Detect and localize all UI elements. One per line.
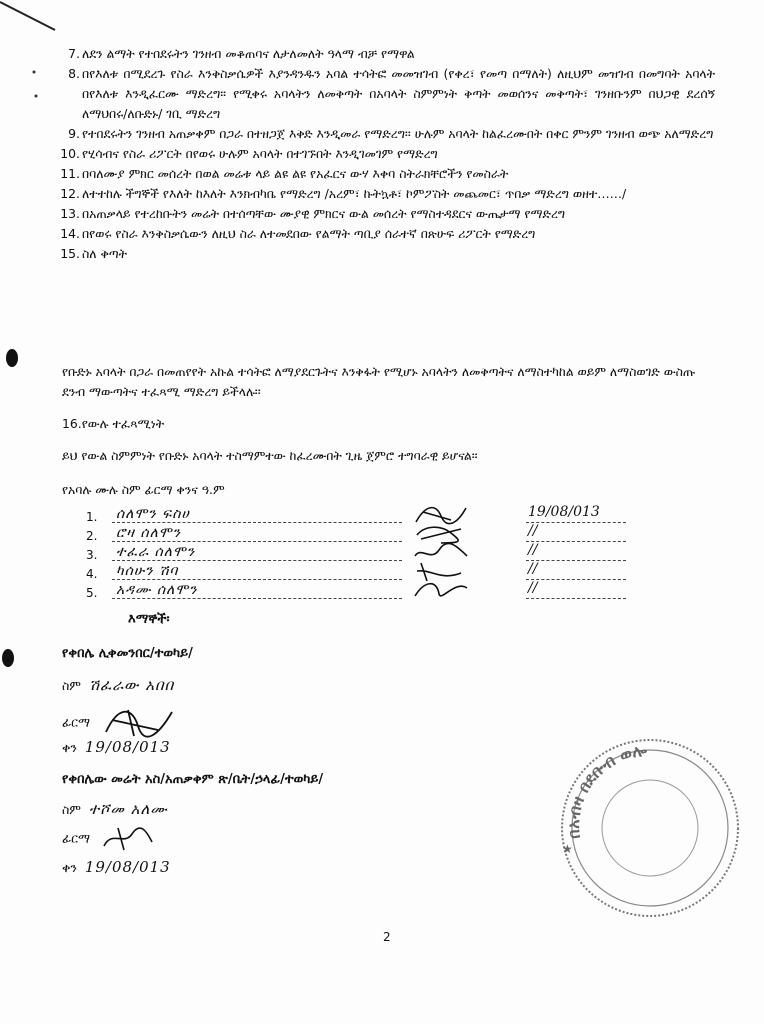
official-stamp-icon (540, 718, 740, 918)
member-date: 19/08/013 (528, 504, 600, 520)
receiver1-name: ሽፈራው አበበ (88, 676, 175, 694)
list-item: 10. የሂሳብና የስራ ሪፖርት በየወሩ ሁሉም አባላት በተገኙበት እንዲገመገም የማድረግ (60, 146, 438, 161)
list-item: 7. ለደን ልማት የተበደሩትን ገንዘብ መቆጠባና ለታለመለት ዓላማ ብቻ የማዋል (68, 46, 415, 61)
witnesses-heading: እማኞች፡ (128, 612, 170, 627)
receiver1-date-field: ቀን 19/08/013 (62, 738, 171, 756)
receiver1-signature-field: ፊርማ (62, 706, 178, 740)
list-item: 15. ስለ ቅጣት (60, 246, 127, 261)
obligations-list (60, 44, 715, 264)
receiver1-date: 19/08/013 (84, 738, 171, 756)
member-row: 4. ካሰሁን ሽባ // (86, 565, 646, 584)
receiver1-name-field: ስም ሽፈራው አበበ (62, 676, 175, 694)
member-date: // (528, 580, 538, 596)
receiver2-date: 19/08/013 (84, 858, 171, 876)
receiver1-title: የቀበሌ ሊቀመንበር/ተወካይ/ (62, 646, 193, 661)
svg-text:በአብዛ በደቡብ ወሎ (564, 741, 649, 840)
section-16-text: ይህ የውል ስምምነት የቡድኑ አባላት ተስማምተው ከፈረሙበት ጊዜ ጀምሮ ተግባራዊ ይሆናል፡፡ (62, 448, 478, 463)
member-name: ሰለሞን ፍስሀ (116, 506, 190, 522)
punch-hole-mark (2, 345, 22, 371)
margin-dots (28, 66, 42, 106)
member-date: // (528, 523, 538, 539)
section-16-heading: 16.የውሉ ተፈጻሚነት (62, 416, 165, 431)
svg-text:★: ★ (562, 842, 573, 856)
punch-hole-mark-2 (0, 645, 20, 671)
member-name: ሮዛ ሰለሞን (116, 525, 181, 541)
list-item: 13. በአጠቃላይ የተረከቡትን መሬት በተሰጣቸው ሙያዊ ምክርና ውል መሰረት የማስተዳደርና ውጤታማ የማድረግ (60, 206, 566, 221)
member-row: 3. ተፈራ ሰለሞን // (86, 546, 646, 565)
list-item: 14. በየወሩ የስራ እንቅስቃሴውን ለዚህ ስራ ለተመደበው የልማት ጣቢያ ሰራተኛ በጽሁፍ ሪፖርት የማድረግ (60, 226, 536, 241)
list-item: 8. በየእለቱ በሚደረጉ የስራ እንቅስቃሴዎች እያንዳንዱን አባል ተሳትፎ መመዝገብ (የቀረ፣ የመጣ በማለት) ለዚህም መዝገብ በመግባት አባላት በየእለቱ እንዲፈርሙ ማድረግ፡፡ የሚቀሩ አባላትን ለመቅጣት በአባላት ስምምነት ቅጣት መወሰንና መቅጣት፣ ገንዘቡንም በህጋዊ ደረሰኝ ለማህበሩ/ለቡድኑ/ ገቢ ማድረግ (68, 66, 715, 121)
member-date: // (528, 561, 538, 577)
receiver2-date-field: ቀን 19/08/013 (62, 858, 171, 876)
list-item: 9. የተበደሩትን ገንዘብ አጠቃቀም በጋራ በተዘጋጀ እቅድ እንዲመራ የማድረግ፡፡ ሁሉም አባላት ከልፈረሙበት በቀር ምንም ገንዘብ ወጭ አለማድረግ (68, 126, 714, 141)
penalty-paragraph: የቡድኑ አባላት በጋራ በመጠየየት አኩል ተሳትፎ ለማያደርጉትና እንቅፋት የሚሆኑ አባላትን ለመቅጣትና ለማስተካከል ወይም ለማስወገድ ውስጡ ደንብ ማውጣትና ተፈጻሚ ማድረግ ይችላሉ፡፡ (62, 364, 696, 399)
member-name: አዳሙ ሰለሞን (116, 582, 198, 598)
member-row: 1. ሰለሞን ፍስሀ 19/08/013 (86, 508, 646, 527)
list-item: 11. በባለሙያ ምክር መሰረት በወል መሬቱ ላይ ልዩ ልዩ የአፈርና ውሃ እቀባ ስትራክቸሮችን የመስራት (60, 166, 509, 181)
member-date: // (528, 542, 538, 558)
receiver2-name-field: ስም ተሾመ አለሙ (62, 800, 168, 818)
receiver2-signature-field: ፊርማ (62, 826, 158, 852)
stamp-text: በአብዛ በደቡብ ወሎ (563, 740, 648, 840)
scan-edge-mark (0, 0, 60, 40)
signature-icon (411, 578, 471, 604)
members-header: የአባሉ ሙሉ ስም ፊርማ ቀንና ዓ.ም (62, 482, 225, 497)
list-item: 12. ለተተከሉ ችግኞች የእለት ከእለት እንክብካቤ የማድረግ /አረም፣ ኩትኳቶ፣ ኮምፖስት መጨመር፣ ጥበቃ ማድረግ ወዘተ……/ (60, 186, 627, 201)
signature-icon (98, 826, 158, 852)
member-name: ተፈራ ሰለሞን (116, 544, 196, 560)
member-name: ካሰሁን ሽባ (116, 563, 179, 579)
receiver2-name: ተሾመ አለሙ (88, 800, 168, 818)
signature-icon (98, 706, 178, 740)
page-number: 2 (383, 930, 391, 944)
member-row: 5. አዳሙ ሰለሞን // (86, 584, 646, 603)
receiver2-title: የቀበሌው መሬት አስ/አጠቃቀም ጽ/ቤት/ኃላፊ/ተወካይ/ (62, 772, 324, 787)
member-row: 2. ሮዛ ሰለሞን // (86, 527, 646, 546)
